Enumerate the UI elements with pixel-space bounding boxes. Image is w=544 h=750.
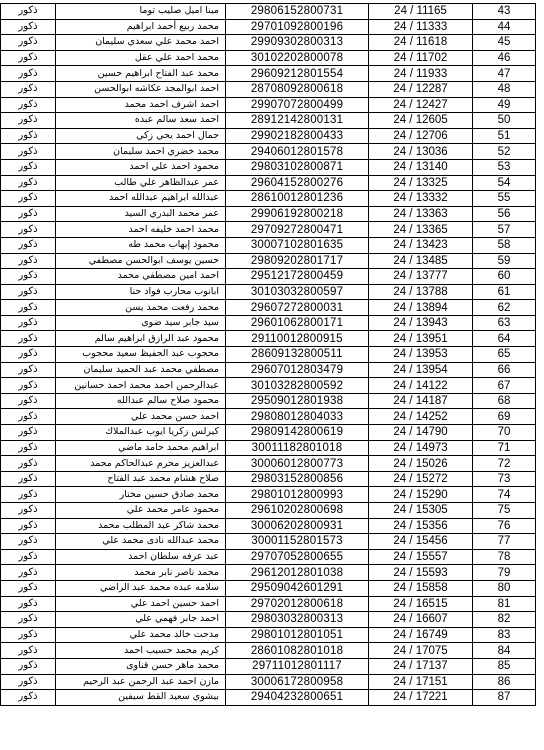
name-cell: صلاح هشام محمد عبد الفتاح — [56, 471, 226, 487]
table-row — [1, 19, 536, 35]
national-id-cell: 29509042601291 — [226, 580, 369, 596]
table-row — [1, 191, 536, 207]
code-cell: 24 / 11165 — [369, 4, 473, 20]
name-cell: بيشوي سعيد القط سيفين — [56, 690, 226, 706]
national-id-cell: 30006172800958 — [226, 674, 369, 690]
code-cell: 24 / 11933 — [369, 66, 473, 82]
row-number-cell: 56 — [473, 206, 536, 222]
code-cell: 24 / 14187 — [369, 393, 473, 409]
code-cell: 24 / 15858 — [369, 580, 473, 596]
name-cell: مصطفي محمد عبد الحميد سليمان — [56, 362, 226, 378]
table-row — [1, 50, 536, 66]
national-id-cell: 29709272800471 — [226, 222, 369, 238]
table-row — [1, 159, 536, 175]
national-id-cell: 29609212801554 — [226, 66, 369, 82]
code-cell: 24 / 16515 — [369, 596, 473, 612]
table-row — [1, 503, 536, 519]
code-cell: 24 / 15290 — [369, 487, 473, 503]
code-cell: 24 / 14252 — [369, 409, 473, 425]
gender-cell: ذكور — [1, 627, 56, 643]
table-row — [1, 4, 536, 20]
name-cell: سلامه عبده محمد عبد الراضي — [56, 580, 226, 596]
table-row — [1, 425, 536, 441]
name-cell: احمد محمد علي سعدي سليمان — [56, 35, 226, 51]
table-row — [1, 378, 536, 394]
gender-cell: ذكور — [1, 362, 56, 378]
table-row — [1, 253, 536, 269]
gender-cell: ذكور — [1, 425, 56, 441]
national-id-cell: 29801012801051 — [226, 627, 369, 643]
national-id-cell: 30011182801018 — [226, 440, 369, 456]
row-number-cell: 51 — [473, 128, 536, 144]
national-id-cell: 29902182800433 — [226, 128, 369, 144]
national-id-cell: 29610202800698 — [226, 503, 369, 519]
name-cell: احمد ابوالمجد عكاشه ابوالحسن — [56, 81, 226, 97]
row-number-cell: 45 — [473, 35, 536, 51]
table-row — [1, 113, 536, 129]
name-cell: محمد احمد علي عقل — [56, 50, 226, 66]
table-row — [1, 487, 536, 503]
name-cell: مدحت خالد محمد علي — [56, 627, 226, 643]
table-row — [1, 565, 536, 581]
table-row — [1, 471, 536, 487]
row-number-cell: 70 — [473, 425, 536, 441]
row-number-cell: 83 — [473, 627, 536, 643]
code-cell: 24 / 17151 — [369, 674, 473, 690]
national-id-cell: 29509012801938 — [226, 393, 369, 409]
roster-table-body — [1, 4, 536, 706]
gender-cell: ذكور — [1, 300, 56, 316]
row-number-cell: 58 — [473, 237, 536, 253]
code-cell: 24 / 12287 — [369, 81, 473, 97]
row-number-cell: 67 — [473, 378, 536, 394]
code-cell: 24 / 17137 — [369, 658, 473, 674]
table-row — [1, 674, 536, 690]
national-id-cell: 29110012800915 — [226, 331, 369, 347]
name-cell: احمد جابر فهمي علي — [56, 612, 226, 628]
row-number-cell: 57 — [473, 222, 536, 238]
table-row — [1, 627, 536, 643]
table-row — [1, 658, 536, 674]
gender-cell: ذكور — [1, 4, 56, 20]
name-cell: محمود إيهاب محمد طه — [56, 237, 226, 253]
table-row — [1, 549, 536, 565]
national-id-cell: 29607012803479 — [226, 362, 369, 378]
gender-cell: ذكور — [1, 253, 56, 269]
national-id-cell: 28610012801236 — [226, 191, 369, 207]
name-cell: مينا اميل صليب توما — [56, 4, 226, 20]
row-number-cell: 62 — [473, 300, 536, 316]
code-cell: 24 / 11333 — [369, 19, 473, 35]
code-cell: 24 / 15456 — [369, 534, 473, 550]
gender-cell: ذكور — [1, 128, 56, 144]
table-row — [1, 128, 536, 144]
gender-cell: ذكور — [1, 175, 56, 191]
code-cell: 24 / 11618 — [369, 35, 473, 51]
row-number-cell: 73 — [473, 471, 536, 487]
row-number-cell: 85 — [473, 658, 536, 674]
row-number-cell: 84 — [473, 643, 536, 659]
national-id-cell: 29809202801717 — [226, 253, 369, 269]
gender-cell: ذكور — [1, 378, 56, 394]
national-id-cell: 29404232800651 — [226, 690, 369, 706]
code-cell: 24 / 13954 — [369, 362, 473, 378]
gender-cell: ذكور — [1, 580, 56, 596]
national-id-cell: 29803032800313 — [226, 612, 369, 628]
gender-cell: ذكور — [1, 549, 56, 565]
name-cell: محمود عامر محمد علي — [56, 503, 226, 519]
code-cell: 24 / 13951 — [369, 331, 473, 347]
gender-cell: ذكور — [1, 565, 56, 581]
row-number-cell: 71 — [473, 440, 536, 456]
national-id-cell: 30103032800597 — [226, 284, 369, 300]
name-cell: كيرلس زكريا ايوب عبدالملاك — [56, 425, 226, 441]
code-cell: 24 / 13788 — [369, 284, 473, 300]
name-cell: عمر محمد البدري السيد — [56, 206, 226, 222]
table-row — [1, 690, 536, 706]
table-row — [1, 206, 536, 222]
gender-cell: ذكور — [1, 19, 56, 35]
row-number-cell: 49 — [473, 97, 536, 113]
national-id-cell: 29707052800655 — [226, 549, 369, 565]
gender-cell: ذكور — [1, 456, 56, 472]
gender-cell: ذكور — [1, 331, 56, 347]
table-row — [1, 612, 536, 628]
code-cell: 24 / 13423 — [369, 237, 473, 253]
name-cell: عبد عرفه سلطان احمد — [56, 549, 226, 565]
table-row — [1, 518, 536, 534]
table-row — [1, 66, 536, 82]
table-row — [1, 331, 536, 347]
name-cell: محمد شاكر عبد المطلب محمد — [56, 518, 226, 534]
row-number-cell: 46 — [473, 50, 536, 66]
name-cell: محجوب عبد الحفيظ سعيد محجوب — [56, 347, 226, 363]
row-number-cell: 80 — [473, 580, 536, 596]
gender-cell: ذكور — [1, 440, 56, 456]
national-id-cell: 29607272800031 — [226, 300, 369, 316]
code-cell: 24 / 17075 — [369, 643, 473, 659]
name-cell: محمد ماهر حسن قناوى — [56, 658, 226, 674]
row-number-cell: 52 — [473, 144, 536, 160]
table-row — [1, 81, 536, 97]
table-row — [1, 315, 536, 331]
national-id-cell: 29711012801117 — [226, 658, 369, 674]
name-cell: محمد عبد الفتاح ابراهيم حسين — [56, 66, 226, 82]
row-number-cell: 75 — [473, 503, 536, 519]
national-id-cell: 29701092800196 — [226, 19, 369, 35]
table-row — [1, 300, 536, 316]
row-number-cell: 66 — [473, 362, 536, 378]
roster-table — [0, 3, 536, 706]
row-number-cell: 50 — [473, 113, 536, 129]
code-cell: 24 / 13953 — [369, 347, 473, 363]
gender-cell: ذكور — [1, 690, 56, 706]
national-id-cell: 29702012800618 — [226, 596, 369, 612]
code-cell: 24 / 13365 — [369, 222, 473, 238]
code-cell: 24 / 12706 — [369, 128, 473, 144]
row-number-cell: 86 — [473, 674, 536, 690]
table-row — [1, 440, 536, 456]
gender-cell: ذكور — [1, 159, 56, 175]
national-id-cell: 29612012801038 — [226, 565, 369, 581]
name-cell: محمد خضري احمد سليمان — [56, 144, 226, 160]
code-cell: 24 / 15557 — [369, 549, 473, 565]
gender-cell: ذكور — [1, 315, 56, 331]
row-number-cell: 48 — [473, 81, 536, 97]
code-cell: 24 / 15026 — [369, 456, 473, 472]
gender-cell: ذكور — [1, 284, 56, 300]
row-number-cell: 59 — [473, 253, 536, 269]
national-id-cell: 28912142800131 — [226, 113, 369, 129]
national-id-cell: 30007102801635 — [226, 237, 369, 253]
gender-cell: ذكور — [1, 50, 56, 66]
code-cell: 24 / 13332 — [369, 191, 473, 207]
gender-cell: ذكور — [1, 222, 56, 238]
row-number-cell: 68 — [473, 393, 536, 409]
code-cell: 24 / 13777 — [369, 269, 473, 285]
gender-cell: ذكور — [1, 471, 56, 487]
national-id-cell: 30006202800931 — [226, 518, 369, 534]
name-cell: محمد ناصر نابر محمد — [56, 565, 226, 581]
national-id-cell: 29803102800871 — [226, 159, 369, 175]
name-cell: حسين يوسف ابوالحسن مصطفي — [56, 253, 226, 269]
name-cell: جمال احمد يحي زكي — [56, 128, 226, 144]
table-row — [1, 222, 536, 238]
row-number-cell: 87 — [473, 690, 536, 706]
table-row — [1, 35, 536, 51]
code-cell: 24 / 15593 — [369, 565, 473, 581]
name-cell: احمد حسين احمد علي — [56, 596, 226, 612]
code-cell: 24 / 13943 — [369, 315, 473, 331]
name-cell: محمد عبدالله نادى محمد علي — [56, 534, 226, 550]
name-cell: محمود صلاح سالم عبدالله — [56, 393, 226, 409]
code-cell: 24 / 11702 — [369, 50, 473, 66]
national-id-cell: 30102202800078 — [226, 50, 369, 66]
gender-cell: ذكور — [1, 206, 56, 222]
national-id-cell: 30103282800592 — [226, 378, 369, 394]
name-cell: احمد سعد سالم عبده — [56, 113, 226, 129]
gender-cell: ذكور — [1, 674, 56, 690]
national-id-cell: 29907072800499 — [226, 97, 369, 113]
gender-cell: ذكور — [1, 35, 56, 51]
name-cell: عبدالرحمن احمد محمد احمد حسانين — [56, 378, 226, 394]
row-number-cell: 74 — [473, 487, 536, 503]
row-number-cell: 69 — [473, 409, 536, 425]
table-row — [1, 175, 536, 191]
row-number-cell: 60 — [473, 269, 536, 285]
table-row — [1, 643, 536, 659]
row-number-cell: 77 — [473, 534, 536, 550]
national-id-cell: 29806152800731 — [226, 4, 369, 20]
name-cell: احمد اشرف احمد محمد — [56, 97, 226, 113]
row-number-cell: 79 — [473, 565, 536, 581]
code-cell: 24 / 17221 — [369, 690, 473, 706]
national-id-cell: 28609132800511 — [226, 347, 369, 363]
name-cell: احمد حسن محمد علي — [56, 409, 226, 425]
code-cell: 24 / 12427 — [369, 97, 473, 113]
national-id-cell: 29512172800459 — [226, 269, 369, 285]
gender-cell: ذكور — [1, 409, 56, 425]
name-cell: عبدالله ابراهيم عبدالله احمد — [56, 191, 226, 207]
national-id-cell: 29604152800276 — [226, 175, 369, 191]
gender-cell: ذكور — [1, 113, 56, 129]
row-number-cell: 44 — [473, 19, 536, 35]
name-cell: عبدالعزيز محرم عبدالحاكم محمد — [56, 456, 226, 472]
gender-cell: ذكور — [1, 269, 56, 285]
code-cell: 24 / 15356 — [369, 518, 473, 534]
gender-cell: ذكور — [1, 237, 56, 253]
row-number-cell: 65 — [473, 347, 536, 363]
table-row — [1, 456, 536, 472]
gender-cell: ذكور — [1, 487, 56, 503]
gender-cell: ذكور — [1, 534, 56, 550]
code-cell: 24 / 14790 — [369, 425, 473, 441]
row-number-cell: 81 — [473, 596, 536, 612]
row-number-cell: 47 — [473, 66, 536, 82]
name-cell: احمد امين مصطفي محمد — [56, 269, 226, 285]
national-id-cell: 29809142800619 — [226, 425, 369, 441]
gender-cell: ذكور — [1, 97, 56, 113]
national-id-cell: 29808012804033 — [226, 409, 369, 425]
national-id-cell: 29803152800856 — [226, 471, 369, 487]
table-row — [1, 269, 536, 285]
national-id-cell: 30006012800773 — [226, 456, 369, 472]
name-cell: عمر عبدالظاهر علي طالب — [56, 175, 226, 191]
table-row — [1, 347, 536, 363]
table-row — [1, 409, 536, 425]
code-cell: 24 / 15305 — [369, 503, 473, 519]
code-cell: 24 / 13325 — [369, 175, 473, 191]
gender-cell: ذكور — [1, 643, 56, 659]
row-number-cell: 55 — [473, 191, 536, 207]
table-row — [1, 144, 536, 160]
name-cell: محمد احمد خليفه احمد — [56, 222, 226, 238]
table-row — [1, 393, 536, 409]
national-id-cell: 29906192800218 — [226, 206, 369, 222]
table-row — [1, 97, 536, 113]
code-cell: 24 / 14973 — [369, 440, 473, 456]
name-cell: محمد ربيع أحمد ابراهيم — [56, 19, 226, 35]
national-id-cell: 29801012800993 — [226, 487, 369, 503]
name-cell: ابانوب محارب فواد حنا — [56, 284, 226, 300]
code-cell: 24 / 12605 — [369, 113, 473, 129]
gender-cell: ذكور — [1, 347, 56, 363]
row-number-cell: 64 — [473, 331, 536, 347]
roster-sheet — [0, 3, 535, 706]
name-cell: محمود احمد علي احمد — [56, 159, 226, 175]
name-cell: ابراهيم محمد حامد ماضي — [56, 440, 226, 456]
name-cell: محمد رفعت محمد يسن — [56, 300, 226, 316]
gender-cell: ذكور — [1, 612, 56, 628]
gender-cell: ذكور — [1, 503, 56, 519]
gender-cell: ذكور — [1, 393, 56, 409]
national-id-cell: 28601082801018 — [226, 643, 369, 659]
row-number-cell: 61 — [473, 284, 536, 300]
row-number-cell: 63 — [473, 315, 536, 331]
gender-cell: ذكور — [1, 596, 56, 612]
national-id-cell: 29909302800313 — [226, 35, 369, 51]
gender-cell: ذكور — [1, 191, 56, 207]
table-row — [1, 284, 536, 300]
row-number-cell: 54 — [473, 175, 536, 191]
name-cell: مازن احمد عبد الرحمن عبد الرحيم — [56, 674, 226, 690]
gender-cell: ذكور — [1, 81, 56, 97]
row-number-cell: 76 — [473, 518, 536, 534]
row-number-cell: 82 — [473, 612, 536, 628]
code-cell: 24 / 14122 — [369, 378, 473, 394]
table-row — [1, 237, 536, 253]
row-number-cell: 78 — [473, 549, 536, 565]
row-number-cell: 53 — [473, 159, 536, 175]
name-cell: كريم محمد حسيب احمد — [56, 643, 226, 659]
row-number-cell: 43 — [473, 4, 536, 20]
name-cell: سيد جابر سيد ضوى — [56, 315, 226, 331]
national-id-cell: 29406012801578 — [226, 144, 369, 160]
gender-cell: ذكور — [1, 658, 56, 674]
national-id-cell: 28708092800618 — [226, 81, 369, 97]
table-row — [1, 580, 536, 596]
table-row — [1, 534, 536, 550]
code-cell: 24 / 16749 — [369, 627, 473, 643]
code-cell: 24 / 13485 — [369, 253, 473, 269]
gender-cell: ذكور — [1, 518, 56, 534]
table-row — [1, 596, 536, 612]
code-cell: 24 / 13363 — [369, 206, 473, 222]
gender-cell: ذكور — [1, 144, 56, 160]
code-cell: 24 / 13140 — [369, 159, 473, 175]
national-id-cell: 30001152801573 — [226, 534, 369, 550]
code-cell: 24 / 16607 — [369, 612, 473, 628]
code-cell: 24 / 13894 — [369, 300, 473, 316]
gender-cell: ذكور — [1, 66, 56, 82]
code-cell: 24 / 15272 — [369, 471, 473, 487]
row-number-cell: 72 — [473, 456, 536, 472]
code-cell: 24 / 13036 — [369, 144, 473, 160]
name-cell: محمد صادق حسين مختار — [56, 487, 226, 503]
national-id-cell: 29601062800171 — [226, 315, 369, 331]
name-cell: محمود عبد الرازق ابراهيم سالم — [56, 331, 226, 347]
table-row — [1, 362, 536, 378]
